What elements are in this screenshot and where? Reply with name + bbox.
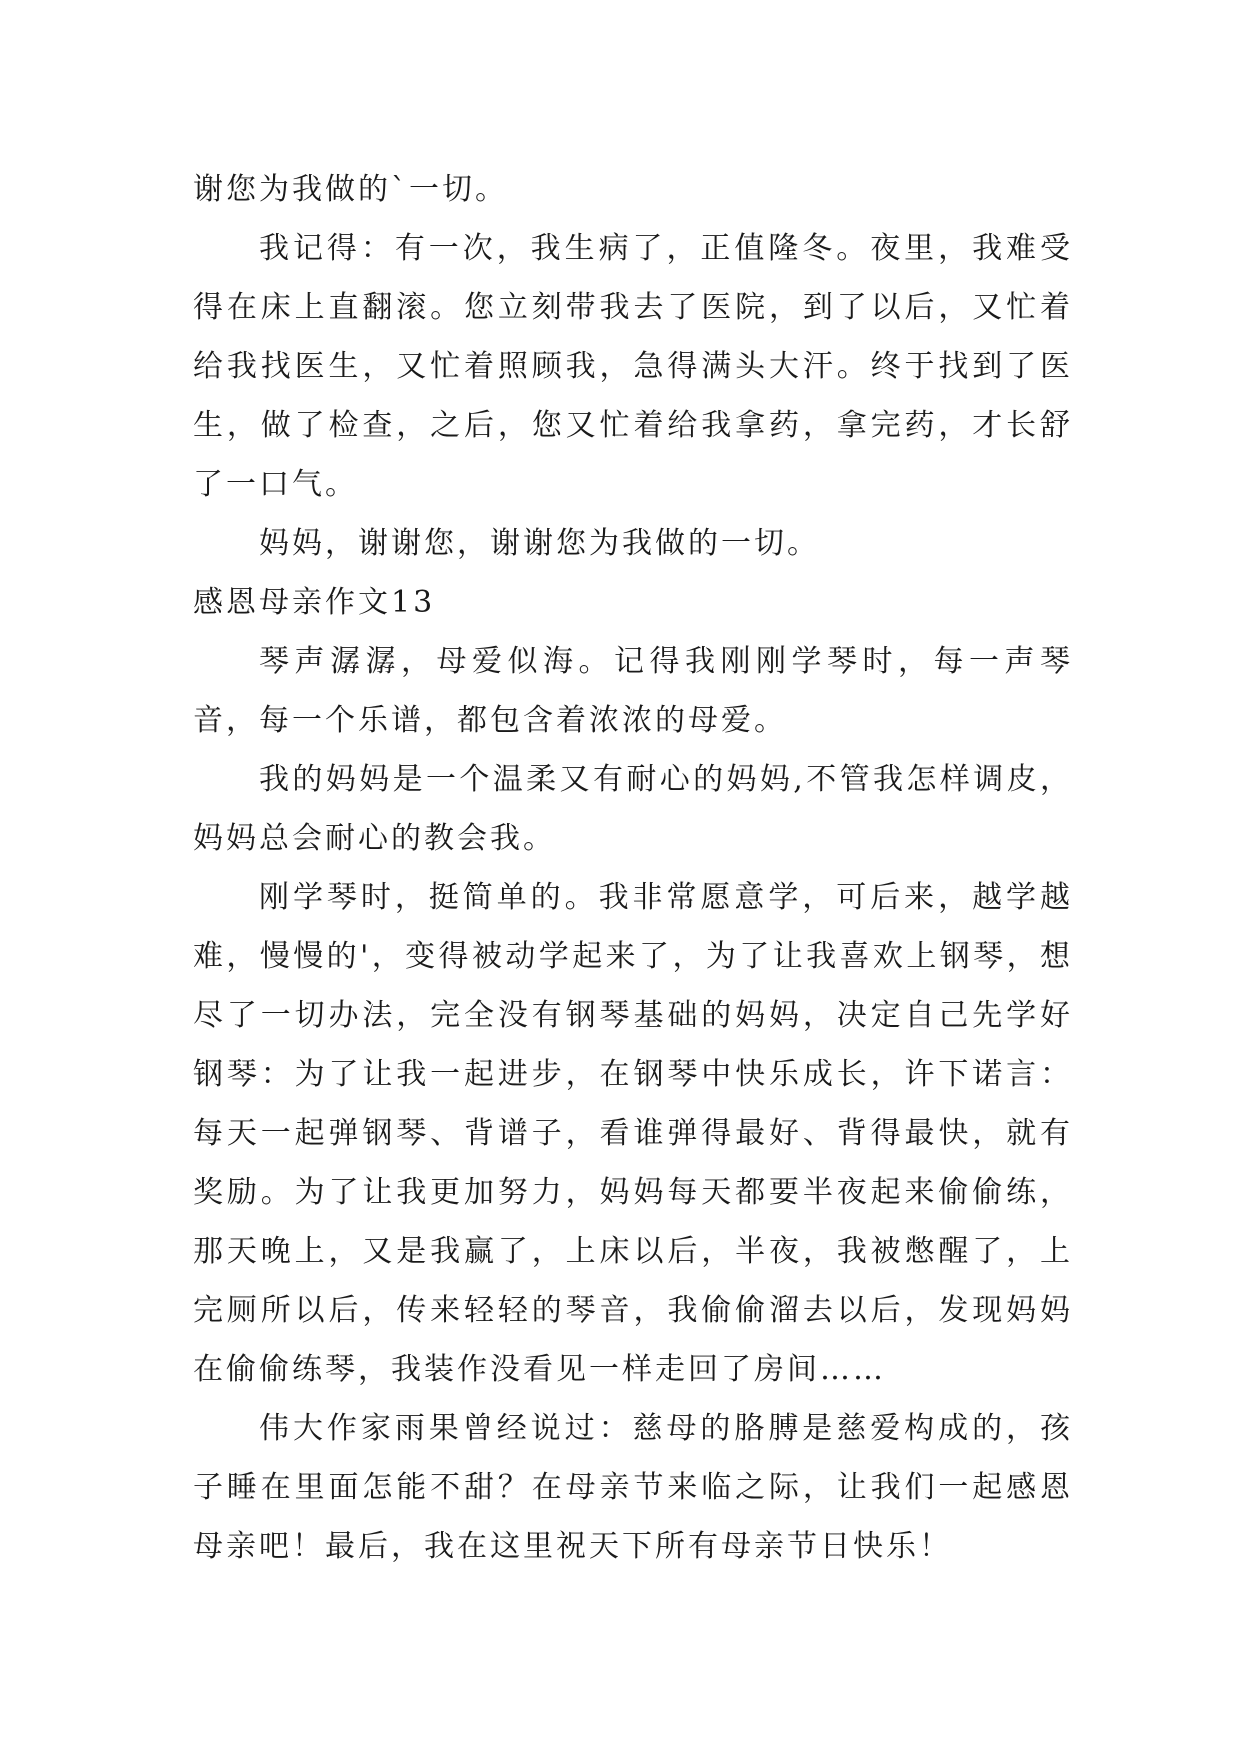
paragraph-piano-intro: 琴声潺潺，母爱似海。记得我刚刚学琴时，每一声琴音，每一个乐谱，都包含着浓浓的母爱。 [193, 644, 1073, 738]
paragraph-hugo-quote: 伟大作家雨果曾经说过：慈母的胳膊是慈爱构成的，孩子睡在里面怎能不甜？在母亲节来临之际，让我们一起感恩母亲吧！最后，我在这里祝天下所有母亲节日快乐！ [193, 1411, 1073, 1564]
paragraph-patient-mom: 我的妈妈是一个温柔又有耐心的妈妈,不管我怎样调皮，妈妈总会耐心的教会我。 [193, 762, 1073, 856]
paragraph-learning-piano: 刚学琴时，挺简单的。我非常愿意学，可后来，越学越难，慢慢的'，变得被动学起来了，为了让我喜欢上钢琴，想尽了一切办法，完全没有钢琴基础的妈妈，决定自己先学好钢琴：为了让我一起进步，在钢琴中快乐成长，许下诺言：每天一起弹钢琴、背谱子，看谁弹得最好、背得最快，就有奖励。为了让我更加努力，妈妈每天都要半夜起来偷偷练，那天晚上，又是我赢了，上床以后，半夜，我被憋醒了，上完厕所以后，传来轻轻的琴音，我偷偷溜去以后，发现妈妈在偷偷练琴，我装作没看见一样走回了房间…… [193, 880, 1073, 1387]
document-body [193, 160, 1073, 1576]
paragraph-sick-memory: 我记得：有一次，我生病了，正值隆冬。夜里，我难受得在床上直翻滚。您立刻带我去了医院，到了以后，又忙着给我找医生，又忙着照顾我，急得满头大汗。终于找到了医生，做了检查，之后，您又忙着给我拿药，拿完药，才长舒了一口气。 [193, 231, 1073, 502]
paragraph-thank-you-mom: 妈妈，谢谢您，谢谢您为我做的一切。 [259, 526, 820, 561]
paragraph-thanks-continued: 谢您为我做的`一切。 [193, 172, 508, 207]
essay-heading: 感恩母亲作文13 [193, 585, 436, 620]
